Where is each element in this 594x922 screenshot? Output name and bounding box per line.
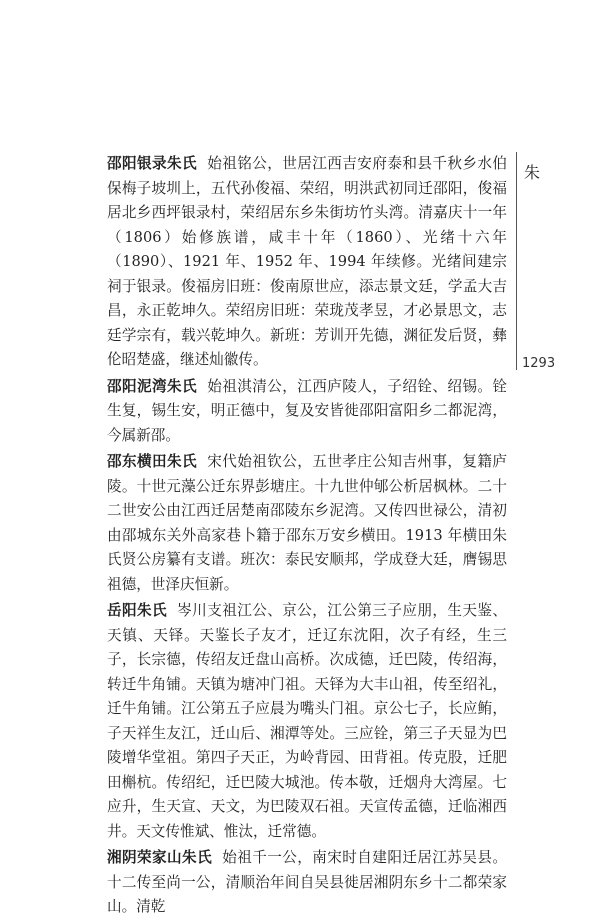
entry-text: 宋代始祖钦公，五世孝庄公知吉州事，复籍庐陵。十世元藻公迁东界彭塘庄。十九世仲郇公析居枫林。二十二世安公由江西迁居楚南邵陵东乡泥湾。又传四世禄公，清初由邵城东关外高家巷卜籍于邵东万安乡横田。1913 年横田朱氏贤公房纂有支谱。班次：泰民安顺邦，学成登大廷，膺锡思祖德，世泽庆恒新。 <box>107 453 507 593</box>
page-number: 1293 <box>522 356 556 371</box>
entry-xiangyin-rongjiashan <box>107 846 507 920</box>
entry-title: 邵东横田朱氏 <box>107 453 198 470</box>
entry-title: 邵阳银录朱氏 <box>107 155 198 172</box>
entry-text: 始祖铭公，世居江西吉安府泰和县千秋乡水伯保梅子坡圳上，五代孙俊福、荣绍，明洪武初同迁邵阳，俊福居北乡西坪银录村，荣绍居东乡朱街坊竹头湾。清嘉庆十一年（1806）始修族谱，咸丰十年（1860）、光绪十六年（1890）、1921 年、1952 年、1994 年续修。光绪间建宗祠于银录。俊福房旧班：俊南原世应，添志景文廷，学孟大吉昌，永正乾坤久。荣绍房旧班：荣珑茂孝昱，才必景思文，志廷学宗有，载兴乾坤久。新班：芳训开先德，渊征发后贤，彝伦昭楚盛，继述灿徽传。 <box>107 155 507 368</box>
entry-title: 岳阳朱氏 <box>107 602 168 619</box>
margin-rule <box>516 152 517 370</box>
entry-shaodong-hengtian <box>107 450 507 597</box>
entry-text: 始祖淇清公，江西庐陵人，子绍铨、绍锡。铨生复，锡生安，明正德中，复及安皆徙邵阳富阳乡二都泥湾，今属新邵。 <box>107 377 507 444</box>
section-surname: 朱 <box>524 163 541 182</box>
document-body <box>107 152 507 922</box>
entry-title: 湘阴荣家山朱氏 <box>107 849 213 866</box>
entry-text: 始祖千一公，南宋时自建阳迁居江苏吴县。十二传至尚一公，清顺治年间自吴县徙居湘阴东乡十二都荣家山。清乾 <box>107 849 507 915</box>
entry-text: 岑川支祖江公、京公，江公第三子应朋，生天鉴、天镇、天铎。天鉴长子友才，迁辽东沈阳，次子有经，生三子，长宗德，传绍友迁盘山高桥。次成德，迁巴陵，传绍海，转迁牛角铺。天镇为塘冲门祖。天铎为大丰山祖，传至绍礼，迁牛角铺。江公第五子应晨为嘴头门祖。京公七子，长应鲔，子天祥生友江，迁山后、湘潭等处。三应铨，第三子天显为巴陵增华堂祖。第四子天正，为岭背园、田背祖。传克股，迁肥田槲杭。传绍纪，迁巴陵大城池。传本敬，迁烟舟大湾屋。七应升，生天宣、天文，为巴陵双石祖。天宣传孟德，迁临湘西井。天文传惟斌、惟汰，迁常德。 <box>107 602 507 840</box>
entry-shaoyang-yinlu <box>107 152 507 373</box>
entry-shaoyang-niwan <box>107 375 507 449</box>
entry-title: 邵阳泥湾朱氏 <box>107 377 198 395</box>
entry-yueyang <box>107 599 507 844</box>
